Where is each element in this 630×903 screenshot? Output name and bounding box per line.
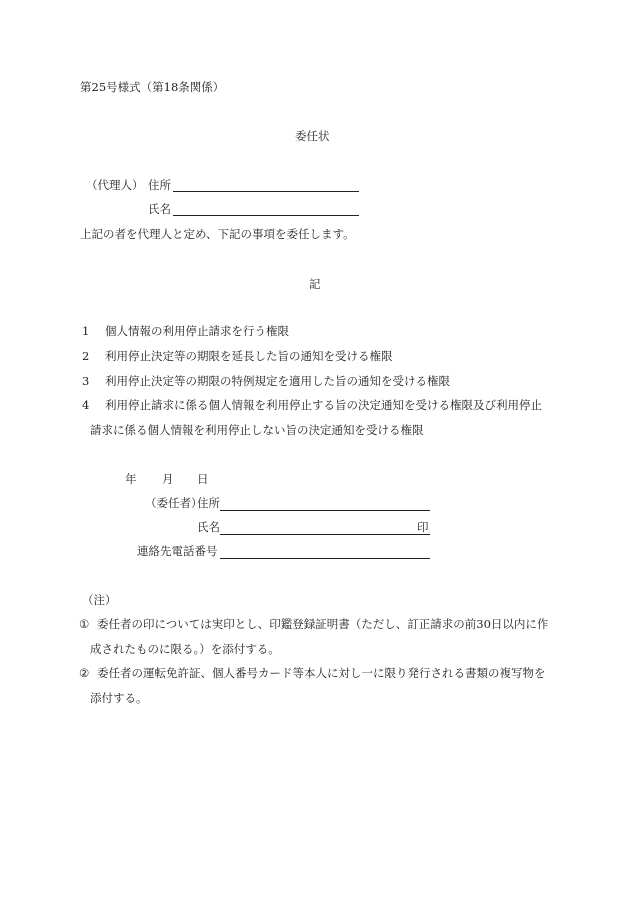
date-day-label: 日 — [197, 472, 209, 486]
note-1-continuation: 成されたものに限る。）を添付する。 — [90, 642, 280, 656]
principal-address-field[interactable] — [220, 510, 430, 511]
note-1-text: 委任者の印については実印とし、印鑑登録証明書（ただし、訂正請求の前30日以内に作 — [97, 617, 549, 631]
note-2-continuation: 添付する。 — [90, 691, 148, 705]
item-3-number: 3 — [82, 374, 90, 388]
principal-phone-label: 連絡先電話番号 — [137, 544, 218, 558]
ki-heading: 記 — [309, 277, 321, 291]
item-3-text: 利用停止決定等の期限の特例規定を適用した旨の通知を受ける権限 — [105, 374, 450, 388]
item-4-text: 利用停止請求に係る個人情報を利用停止する旨の決定通知を受ける権限及び利用停止 — [105, 398, 542, 412]
agent-name-label: 氏名 — [148, 202, 171, 216]
note-1-mark: ① — [79, 617, 90, 631]
form-number: 第25号様式（第18条関係） — [80, 80, 225, 94]
principal-name-field[interactable] — [220, 534, 430, 535]
agent-address-label: 住所 — [148, 178, 171, 192]
seal-mark: 印 — [417, 520, 429, 534]
delegation-text: 上記の者を代理人と定め、下記の事項を委任します。 — [80, 227, 355, 241]
item-2-number: 2 — [82, 349, 90, 363]
item-2-text: 利用停止決定等の期限を延長した旨の通知を受ける権限 — [105, 349, 393, 363]
agent-role-label: （代理人） — [86, 178, 144, 192]
principal-role-label: （委任者） — [145, 496, 203, 510]
principal-phone-field[interactable] — [220, 558, 430, 559]
item-4-continuation: 請求に係る個人情報を利用停止しない旨の決定通知を受ける権限 — [90, 423, 424, 437]
note-2-mark: ② — [79, 666, 90, 680]
note-2-text: 委任者の運転免許証、個人番号カード等本人に対し一に限り発行される書類の複写物を — [97, 666, 546, 680]
item-4-number: 4 — [82, 398, 90, 412]
date-month-label: 月 — [162, 472, 174, 486]
item-1-text: 個人情報の利用停止請求を行う権限 — [105, 324, 289, 338]
document-title: 委任状 — [295, 129, 330, 143]
agent-name-field[interactable] — [173, 215, 359, 216]
principal-name-label: 氏名 — [197, 520, 220, 534]
principal-address-label: 住所 — [197, 496, 220, 510]
notes-header: （注） — [82, 593, 117, 607]
date-year-label: 年 — [125, 472, 137, 486]
item-1-number: 1 — [82, 324, 90, 338]
agent-address-field[interactable] — [173, 191, 359, 192]
